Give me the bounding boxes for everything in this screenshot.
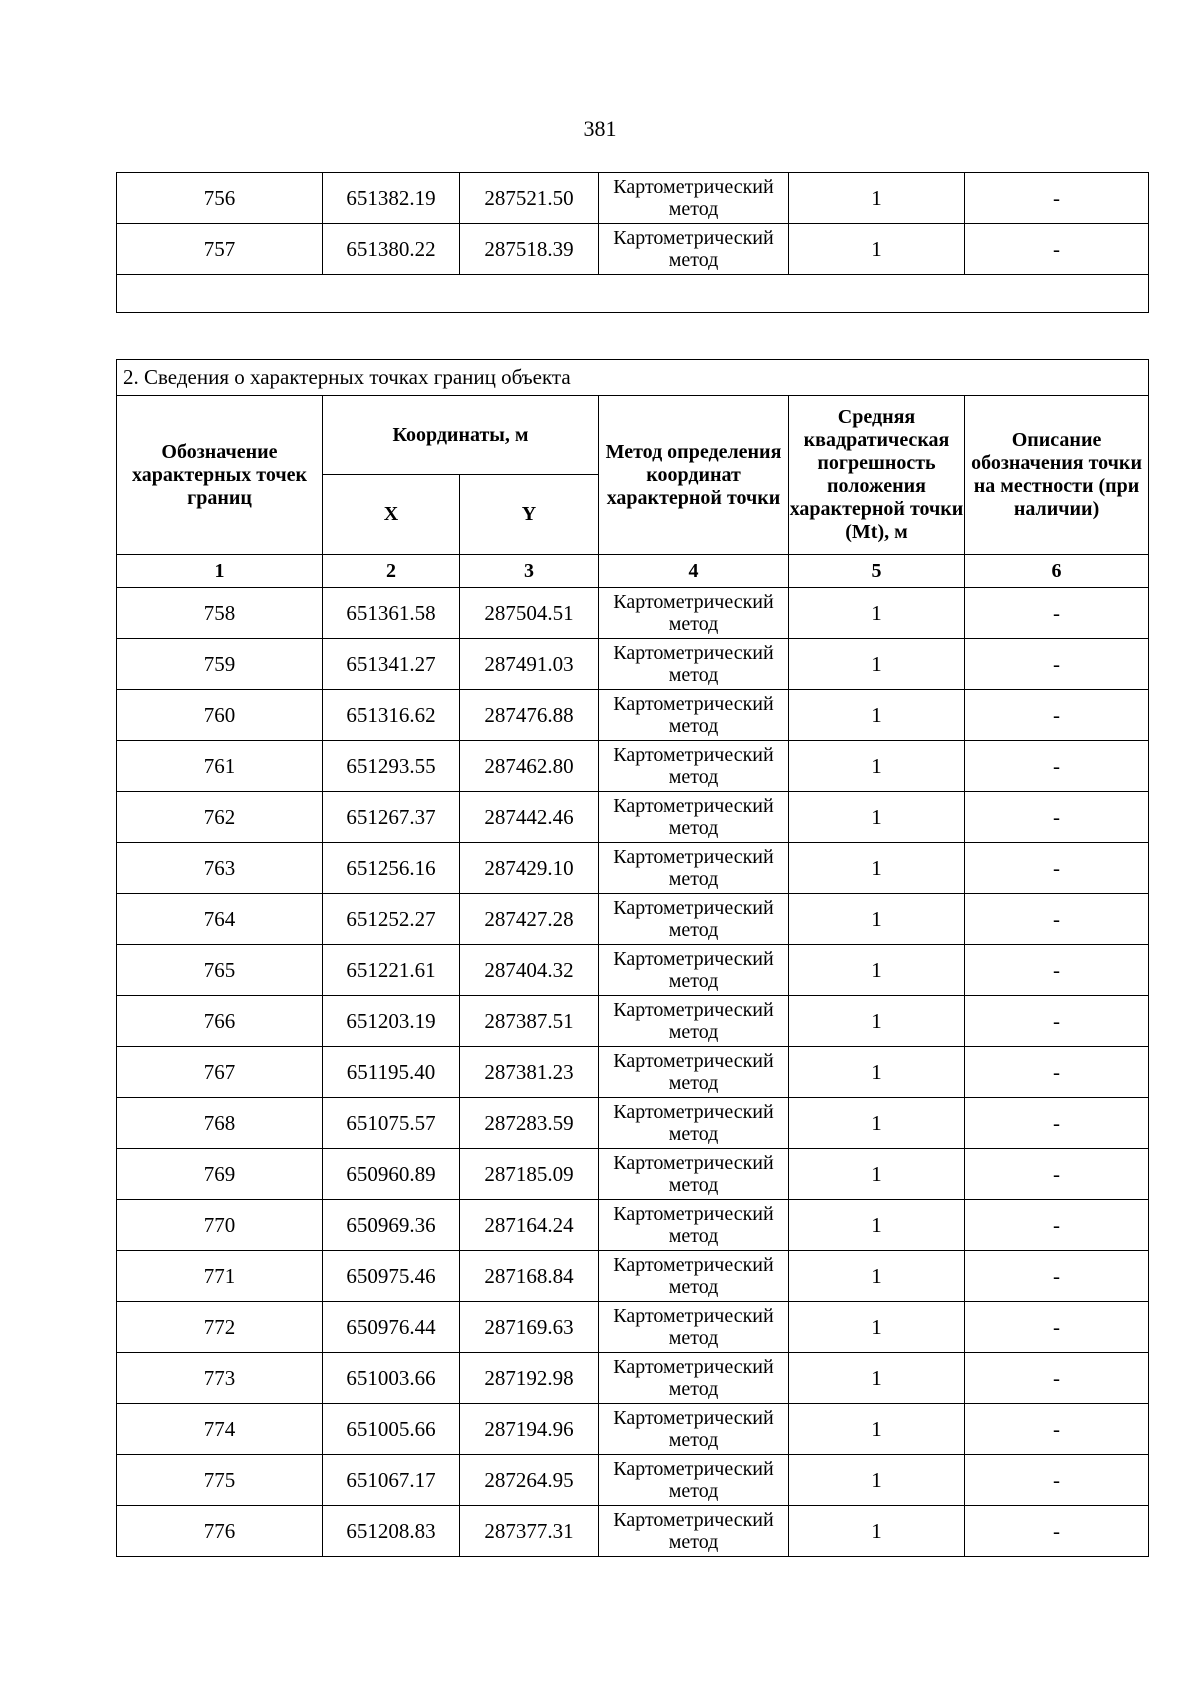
cell-mt: 1 (789, 639, 965, 690)
cell-method: Картометрический метод (599, 1251, 789, 1302)
cell-mt: 1 (789, 792, 965, 843)
cell-y: 287518.39 (460, 224, 599, 275)
header-mt: Средняя квадратическая погрешность положения характерной точки (Mt), м (789, 396, 965, 555)
cell-description: - (965, 1098, 1149, 1149)
table-row (117, 588, 1149, 639)
cell-description: - (965, 639, 1149, 690)
cell-x: 651316.62 (323, 690, 460, 741)
cell-description: - (965, 1506, 1149, 1557)
cell-mt: 1 (789, 1251, 965, 1302)
table-row (117, 1506, 1149, 1557)
header-point: Обозначение характерных точек границ (117, 396, 323, 555)
cell-point: 758 (117, 588, 323, 639)
cell-y: 287429.10 (460, 843, 599, 894)
cell-description: - (965, 690, 1149, 741)
cell-description: - (965, 1455, 1149, 1506)
cell-point: 763 (117, 843, 323, 894)
cell-method: Картометрический метод (599, 792, 789, 843)
section-title: 2. Сведения о характерных точках границ объекта (117, 360, 1149, 396)
cell-x: 651195.40 (323, 1047, 460, 1098)
cell-description: - (965, 894, 1149, 945)
cell-x: 650969.36 (323, 1200, 460, 1251)
cell-method: Картометрический метод (599, 1404, 789, 1455)
cell-point: 774 (117, 1404, 323, 1455)
cell-description: - (965, 1251, 1149, 1302)
top-table-body (117, 173, 1149, 275)
cell-point: 771 (117, 1251, 323, 1302)
table-row (117, 843, 1149, 894)
cell-method: Картометрический метод (599, 1455, 789, 1506)
cell-x: 651003.66 (323, 1353, 460, 1404)
table-row (117, 173, 1149, 224)
cell-x: 651361.58 (323, 588, 460, 639)
cell-y: 287521.50 (460, 173, 599, 224)
table-row (117, 1251, 1149, 1302)
cell-method: Картометрический метод (599, 588, 789, 639)
table-row (117, 996, 1149, 1047)
cell-method: Картометрический метод (599, 1149, 789, 1200)
cell-method: Картометрический метод (599, 1353, 789, 1404)
cell-x: 651382.19 (323, 173, 460, 224)
cell-point: 760 (117, 690, 323, 741)
column-number: 4 (599, 555, 789, 588)
table-row (117, 1404, 1149, 1455)
cell-method: Картометрический метод (599, 843, 789, 894)
cell-point: 757 (117, 224, 323, 275)
cell-mt: 1 (789, 1200, 965, 1251)
cell-x: 651067.17 (323, 1455, 460, 1506)
cell-y: 287185.09 (460, 1149, 599, 1200)
cell-x: 651293.55 (323, 741, 460, 792)
cell-point: 761 (117, 741, 323, 792)
boundary-points-table (116, 359, 1149, 1557)
cell-y: 287194.96 (460, 1404, 599, 1455)
cell-method: Картометрический метод (599, 945, 789, 996)
cell-y: 287381.23 (460, 1047, 599, 1098)
cell-x: 651252.27 (323, 894, 460, 945)
cell-mt: 1 (789, 741, 965, 792)
cell-y: 287404.32 (460, 945, 599, 996)
cell-x: 650976.44 (323, 1302, 460, 1353)
cell-description: - (965, 1200, 1149, 1251)
cell-y: 287377.31 (460, 1506, 599, 1557)
empty-row (117, 275, 1149, 313)
cell-method: Картометрический метод (599, 639, 789, 690)
table-row (117, 690, 1149, 741)
cell-method: Картометрический метод (599, 1047, 789, 1098)
column-number: 5 (789, 555, 965, 588)
cell-mt: 1 (789, 1506, 965, 1557)
cell-y: 287427.28 (460, 894, 599, 945)
cell-y: 287169.63 (460, 1302, 599, 1353)
cell-y: 287504.51 (460, 588, 599, 639)
cell-method: Картометрический метод (599, 224, 789, 275)
cell-method: Картометрический метод (599, 996, 789, 1047)
cell-description: - (965, 792, 1149, 843)
main-table-body (117, 588, 1149, 1557)
cell-x: 650975.46 (323, 1251, 460, 1302)
cell-description: - (965, 588, 1149, 639)
cell-point: 765 (117, 945, 323, 996)
table-row (117, 792, 1149, 843)
cell-mt: 1 (789, 945, 965, 996)
cell-y: 287462.80 (460, 741, 599, 792)
cell-description: - (965, 945, 1149, 996)
header-coordinates: Координаты, м (323, 396, 599, 475)
table-row (117, 1047, 1149, 1098)
table-row (117, 1200, 1149, 1251)
table-row (117, 639, 1149, 690)
column-number-row (117, 555, 1149, 588)
cell-point: 770 (117, 1200, 323, 1251)
cell-description: - (965, 1353, 1149, 1404)
table-row (117, 1149, 1149, 1200)
table-row (117, 1098, 1149, 1149)
header-description: Описание обозначения точки на местности (при наличии) (965, 396, 1149, 555)
cell-method: Картометрический метод (599, 690, 789, 741)
cell-mt: 1 (789, 1149, 965, 1200)
cell-mt: 1 (789, 1353, 965, 1404)
cell-y: 287264.95 (460, 1455, 599, 1506)
cell-mt: 1 (789, 224, 965, 275)
cell-y: 287491.03 (460, 639, 599, 690)
column-number: 1 (117, 555, 323, 588)
cell-point: 767 (117, 1047, 323, 1098)
cell-x: 651005.66 (323, 1404, 460, 1455)
cell-y: 287192.98 (460, 1353, 599, 1404)
column-number: 3 (460, 555, 599, 588)
cell-mt: 1 (789, 588, 965, 639)
table-row (117, 945, 1149, 996)
cell-mt: 1 (789, 1404, 965, 1455)
cell-mt: 1 (789, 894, 965, 945)
cell-x: 651075.57 (323, 1098, 460, 1149)
cell-description: - (965, 224, 1149, 275)
page-number: 381 (583, 116, 617, 141)
cell-method: Картометрический метод (599, 1098, 789, 1149)
cell-y: 287164.24 (460, 1200, 599, 1251)
cell-point: 766 (117, 996, 323, 1047)
cell-method: Картометрический метод (599, 1200, 789, 1251)
column-number: 6 (965, 555, 1149, 588)
cell-y: 287442.46 (460, 792, 599, 843)
cell-mt: 1 (789, 1098, 965, 1149)
cell-y: 287387.51 (460, 996, 599, 1047)
table-row (117, 741, 1149, 792)
header-x: X (323, 475, 460, 555)
cell-description: - (965, 1302, 1149, 1353)
cell-x: 651256.16 (323, 843, 460, 894)
cell-description: - (965, 741, 1149, 792)
cell-point: 768 (117, 1098, 323, 1149)
cell-point: 773 (117, 1353, 323, 1404)
cell-x: 651267.37 (323, 792, 460, 843)
cell-x: 651221.61 (323, 945, 460, 996)
table-row (117, 224, 1149, 275)
empty-cell (117, 275, 1149, 313)
cell-mt: 1 (789, 1455, 965, 1506)
cell-method: Картометрический метод (599, 1302, 789, 1353)
table-row (117, 1302, 1149, 1353)
cell-mt: 1 (789, 996, 965, 1047)
cell-y: 287476.88 (460, 690, 599, 741)
cell-mt: 1 (789, 843, 965, 894)
header-y: Y (460, 475, 599, 555)
cell-method: Картометрический метод (599, 894, 789, 945)
cell-x: 651208.83 (323, 1506, 460, 1557)
cell-point: 762 (117, 792, 323, 843)
cell-point: 756 (117, 173, 323, 224)
header-row (117, 396, 1149, 475)
cell-description: - (965, 173, 1149, 224)
table-row (117, 1353, 1149, 1404)
cell-point: 776 (117, 1506, 323, 1557)
cell-method: Картометрический метод (599, 741, 789, 792)
cell-mt: 1 (789, 173, 965, 224)
cell-point: 775 (117, 1455, 323, 1506)
cell-x: 650960.89 (323, 1149, 460, 1200)
column-number: 2 (323, 555, 460, 588)
cell-point: 772 (117, 1302, 323, 1353)
cell-point: 759 (117, 639, 323, 690)
table-row (117, 1455, 1149, 1506)
cell-x: 651341.27 (323, 639, 460, 690)
cell-x: 651380.22 (323, 224, 460, 275)
cell-description: - (965, 843, 1149, 894)
cell-mt: 1 (789, 690, 965, 741)
coordinates-table-continued (116, 172, 1149, 313)
section-title-row (117, 360, 1149, 396)
cell-y: 287283.59 (460, 1098, 599, 1149)
cell-point: 769 (117, 1149, 323, 1200)
cell-description: - (965, 1047, 1149, 1098)
cell-method: Картометрический метод (599, 1506, 789, 1557)
cell-description: - (965, 1404, 1149, 1455)
cell-description: - (965, 1149, 1149, 1200)
cell-x: 651203.19 (323, 996, 460, 1047)
cell-method: Картометрический метод (599, 173, 789, 224)
cell-mt: 1 (789, 1047, 965, 1098)
cell-y: 287168.84 (460, 1251, 599, 1302)
cell-point: 764 (117, 894, 323, 945)
header-method: Метод определения координат характерной точки (599, 396, 789, 555)
cell-description: - (965, 996, 1149, 1047)
table-row (117, 894, 1149, 945)
cell-mt: 1 (789, 1302, 965, 1353)
